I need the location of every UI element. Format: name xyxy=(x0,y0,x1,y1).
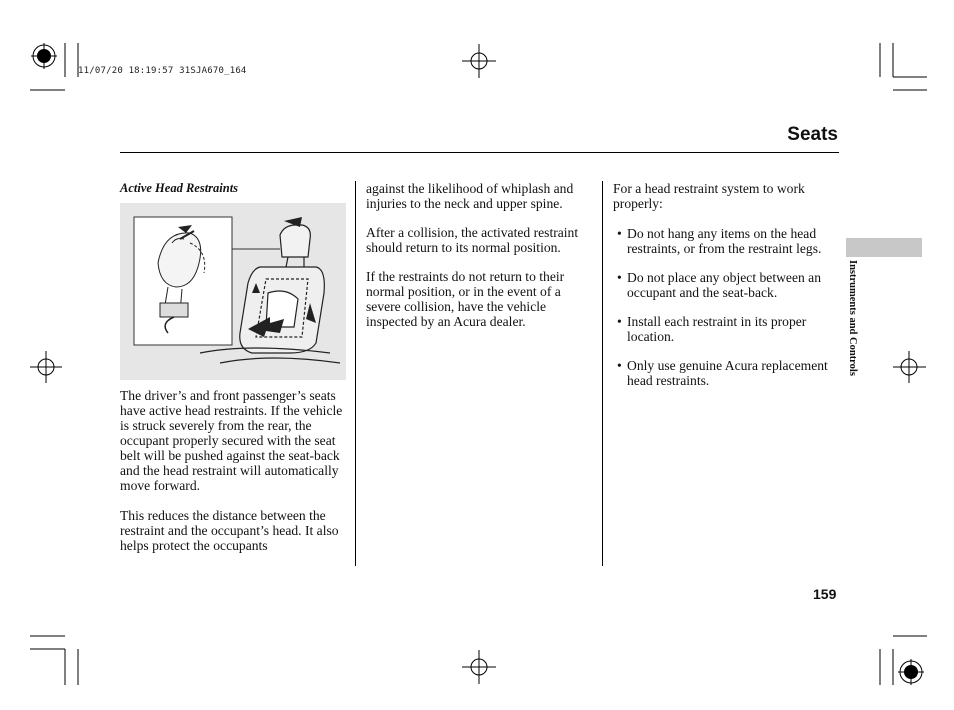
column-2-paragraph-2: After a collision, the activated restraint should return to its normal position. xyxy=(366,225,579,255)
list-item: • Do not hang any items on the head restraints, or from the restraint legs. xyxy=(613,226,841,256)
column-2-body xyxy=(366,181,598,329)
title-rule xyxy=(120,152,839,153)
column-1-body xyxy=(120,388,352,553)
column-3-intro: For a head restraint system to work properly: xyxy=(613,181,805,211)
section-heading: Active Head Restraints xyxy=(120,181,239,195)
page-number: 159 xyxy=(813,586,837,602)
section-tab-label: Instruments and Controls xyxy=(847,260,858,376)
list-item: • Install each restraint in its proper location. xyxy=(613,314,841,344)
column-3-body xyxy=(613,181,841,402)
list-item: • Do not place any object between an occupant and the seat-back. xyxy=(613,270,841,300)
page-title: Seats xyxy=(787,124,838,145)
column-divider-2 xyxy=(602,181,603,566)
list-item: • Only use genuine Acura replacement head restraints. xyxy=(613,358,841,388)
head-restraint-illustration xyxy=(120,203,346,380)
column-divider-1 xyxy=(355,181,356,566)
column-2-paragraph-3: If the restraints do not return to their normal position, or in the event of a severe collision, have the vehicle inspected by an Acura dealer. xyxy=(366,269,565,329)
column-2-paragraph-1: against the likelihood of whiplash and injuries to the neck and upper spine. xyxy=(366,181,574,211)
section-tab xyxy=(846,238,922,257)
column-1-paragraph-2: This reduces the distance between the restraint and the occupant’s head. It also helps protect the occupants xyxy=(120,508,339,553)
restraint-tips-list xyxy=(613,226,841,388)
column-1-paragraph-1: The driver’s and front passenger’s seats have active head restraints. If the vehicle is struck severely from the rear, the occupant properly secured with the seat belt will be pushed against the seat-back and the head restraint will automatically move forward. xyxy=(120,388,343,493)
print-stamp: 11/07/20 18:19:57 31SJA670_164 xyxy=(78,66,247,76)
